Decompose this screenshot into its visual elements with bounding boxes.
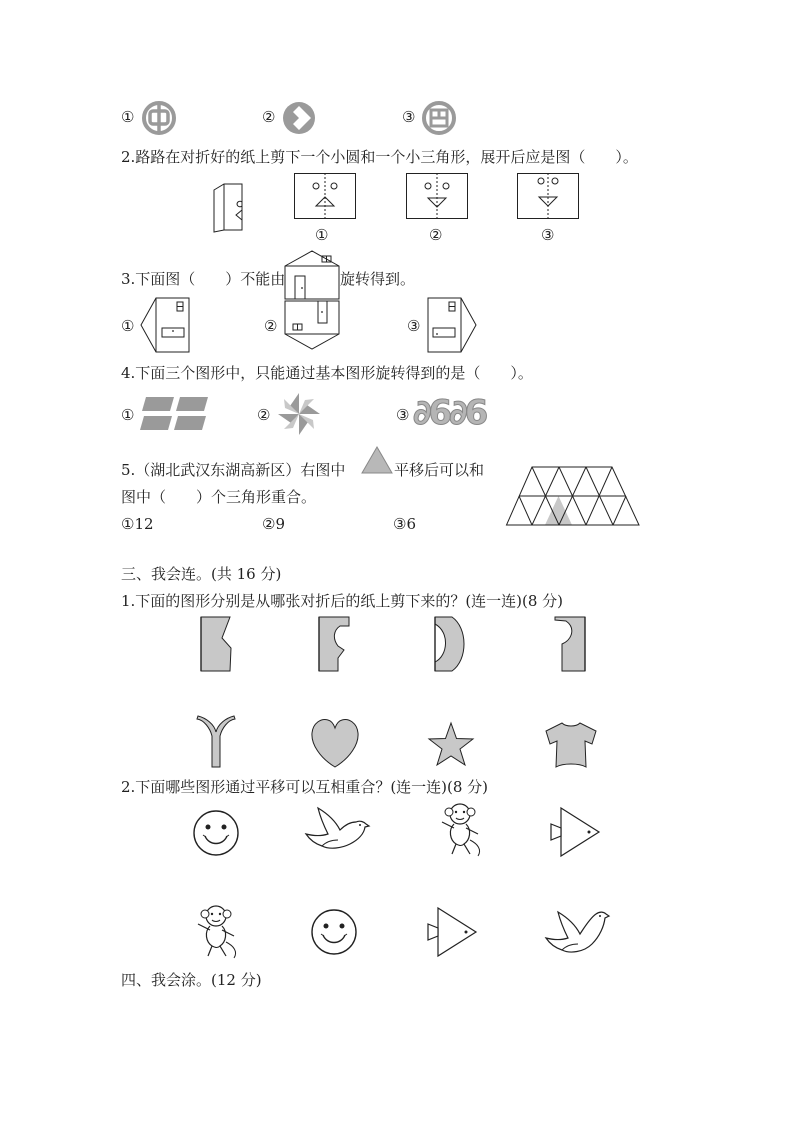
q2-option-2-figure <box>406 173 468 219</box>
heart-shape-figure <box>310 718 360 768</box>
q2-option-1-figure <box>294 173 356 219</box>
q5-option-3: ③6 <box>393 515 416 533</box>
q4-option-3-glyphs: ∂6∂6 <box>413 393 486 433</box>
folded-cut-4 <box>554 616 586 672</box>
q1-option-2-label: ② <box>262 108 276 126</box>
q5-option-1: ①12 <box>121 515 154 533</box>
q4-question: 4.下面三个图形中，只能通过基本图形旋转得到的是（ ）。 <box>121 364 533 382</box>
q2-option-1-label: ① <box>315 226 329 244</box>
section-3-q2: 2.下面哪些图形通过平移可以互相重合？(连一连)(8 分) <box>121 778 489 796</box>
dove-figure-2 <box>544 908 610 958</box>
parallelograms-figure <box>140 396 208 432</box>
q2-option-3-label: ③ <box>541 226 555 244</box>
q4-option-2-label: ② <box>257 406 271 424</box>
q5-question-part-a: 5.（湖北武汉东湖高新区）右图中 <box>121 461 346 479</box>
folded-paper-icon <box>212 182 248 234</box>
q5-question-part-c: 图中（ ）个三角形重合。 <box>121 488 317 506</box>
monkey-figure <box>432 800 488 860</box>
q2-option-3-figure <box>517 173 579 219</box>
q2-question: 2.路路在对折好的纸上剪下一个小圆和一个小三角形，展开后应是图（ ）。 <box>121 148 638 166</box>
shirt-shape-figure <box>544 722 598 768</box>
q3-question-part-b: 旋转得到。 <box>340 270 416 288</box>
q1-option-1-label: ① <box>121 108 135 126</box>
q3-option-3-label: ③ <box>407 317 421 335</box>
house-figure <box>284 250 340 300</box>
icbc-logo-icon <box>421 100 457 136</box>
construction-bank-logo-icon <box>281 100 317 136</box>
smiley-face-figure <box>192 809 240 857</box>
small-triangle-figure <box>361 446 393 474</box>
q3-option-1-label: ① <box>121 317 135 335</box>
pinwheel-figure <box>277 392 321 436</box>
q3-option-3-figure <box>427 297 477 353</box>
section-4-title: 四、我会涂。(12 分) <box>121 971 262 989</box>
fish-figure-2 <box>426 906 478 958</box>
folded-cut-1 <box>200 616 232 672</box>
section-3-q1: 1.下面的图形分别是从哪张对折后的纸上剪下来的？(连一连)(8 分) <box>121 592 564 610</box>
q5-option-2: ②9 <box>262 515 285 533</box>
q4-option-3-label: ③ <box>396 406 410 424</box>
folded-cut-3 <box>434 616 466 672</box>
smiley-face-figure-2 <box>310 908 358 956</box>
q4-option-1-label: ① <box>121 406 135 424</box>
q3-question-part-a: 3.下面图（ ）不能由 <box>121 270 286 288</box>
bank-of-china-logo-icon <box>141 100 177 136</box>
y-shape-figure <box>196 716 236 768</box>
q3-option-2-label: ② <box>264 317 278 335</box>
section-3-title: 三、我会连。(共 16 分) <box>121 565 282 583</box>
dove-figure <box>304 806 370 852</box>
q2-option-2-label: ② <box>429 226 443 244</box>
q3-option-2-figure <box>284 300 340 350</box>
star-shape-figure <box>428 722 474 766</box>
fish-figure <box>549 806 601 858</box>
q1-option-3-label: ③ <box>402 108 416 126</box>
q3-option-1-figure <box>140 297 190 353</box>
folded-cut-2 <box>318 616 350 672</box>
monkey-figure-2 <box>188 902 244 962</box>
q5-question-part-b: 平移后可以和 <box>394 461 485 479</box>
triangle-trapezoid-figure <box>506 466 640 526</box>
